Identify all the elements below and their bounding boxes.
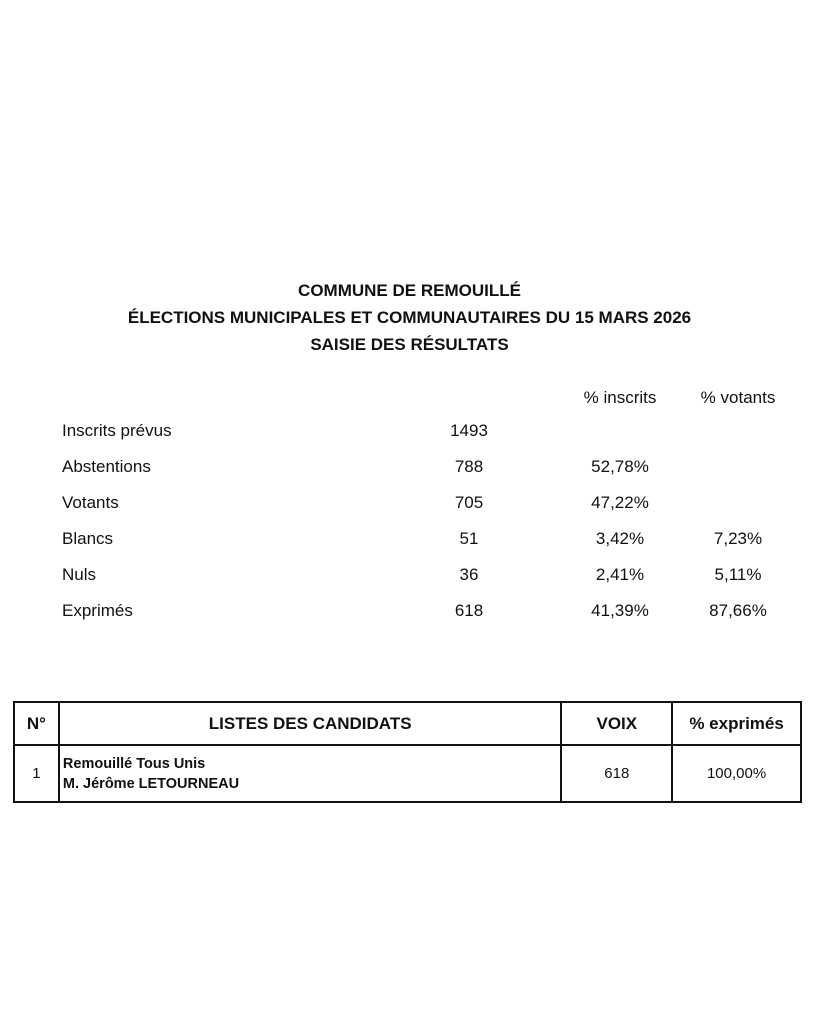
election-title: ÉLECTIONS MUNICIPALES ET COMMUNAUTAIRES DU 15 MARS 2026 xyxy=(127,308,692,327)
header-votes: VOIX xyxy=(561,702,672,745)
results-subtitle: SAISIE DES RÉSULTATS xyxy=(310,335,509,354)
stat-pct-inscrits: 3,42% xyxy=(595,529,645,548)
list-name: Remouillé Tous Unis xyxy=(62,755,206,772)
stat-value: 51 xyxy=(459,529,479,548)
stat-label: Exprimés xyxy=(62,601,133,620)
candidates-table xyxy=(13,701,802,803)
cell-pct: 100,00% xyxy=(672,745,801,802)
stat-value: 1493 xyxy=(450,421,488,440)
stat-value: 36 xyxy=(459,565,479,584)
stat-row-inscrits xyxy=(0,421,819,457)
stat-pct-inscrits: 2,41% xyxy=(595,565,645,584)
table-row xyxy=(14,745,801,802)
stat-value: 618 xyxy=(454,601,484,620)
stat-label: Inscrits prévus xyxy=(62,421,172,440)
cell-list xyxy=(59,745,562,802)
stat-label: Votants xyxy=(62,493,119,512)
stat-label: Abstentions xyxy=(62,457,151,476)
header-num: N° xyxy=(14,702,59,745)
col-header-pct-votants: % votants xyxy=(700,388,776,407)
stat-value: 705 xyxy=(454,493,484,512)
stat-value: 788 xyxy=(454,457,484,476)
stat-pct-inscrits: 47,22% xyxy=(591,493,649,512)
stat-row-exprimes xyxy=(0,601,819,637)
stat-label: Blancs xyxy=(62,529,114,548)
stat-row-abstentions xyxy=(0,457,819,493)
stat-label: Nuls xyxy=(62,565,97,584)
table-header-row xyxy=(14,702,801,745)
col-header-pct-inscrits: % inscrits xyxy=(583,388,657,407)
stat-pct-inscrits: 41,39% xyxy=(591,601,649,620)
list-head-candidate: M. Jérôme LETOURNEAU xyxy=(62,775,240,792)
stat-row-nuls xyxy=(0,565,819,601)
header-pct: % exprimés xyxy=(672,702,801,745)
commune-title: COMMUNE DE REMOUILLÉ xyxy=(298,281,521,300)
stat-row-votants xyxy=(0,493,819,529)
cell-votes: 618 xyxy=(561,745,672,802)
stat-pct-votants: 7,23% xyxy=(713,529,763,548)
stat-pct-votants: 87,66% xyxy=(709,601,767,620)
stat-pct-inscrits: 52,78% xyxy=(591,457,649,476)
stat-row-blancs xyxy=(0,529,819,565)
stat-pct-votants: 5,11% xyxy=(714,565,762,584)
cell-num: 1 xyxy=(14,745,59,802)
header-list: LISTES DES CANDIDATS xyxy=(59,702,562,745)
